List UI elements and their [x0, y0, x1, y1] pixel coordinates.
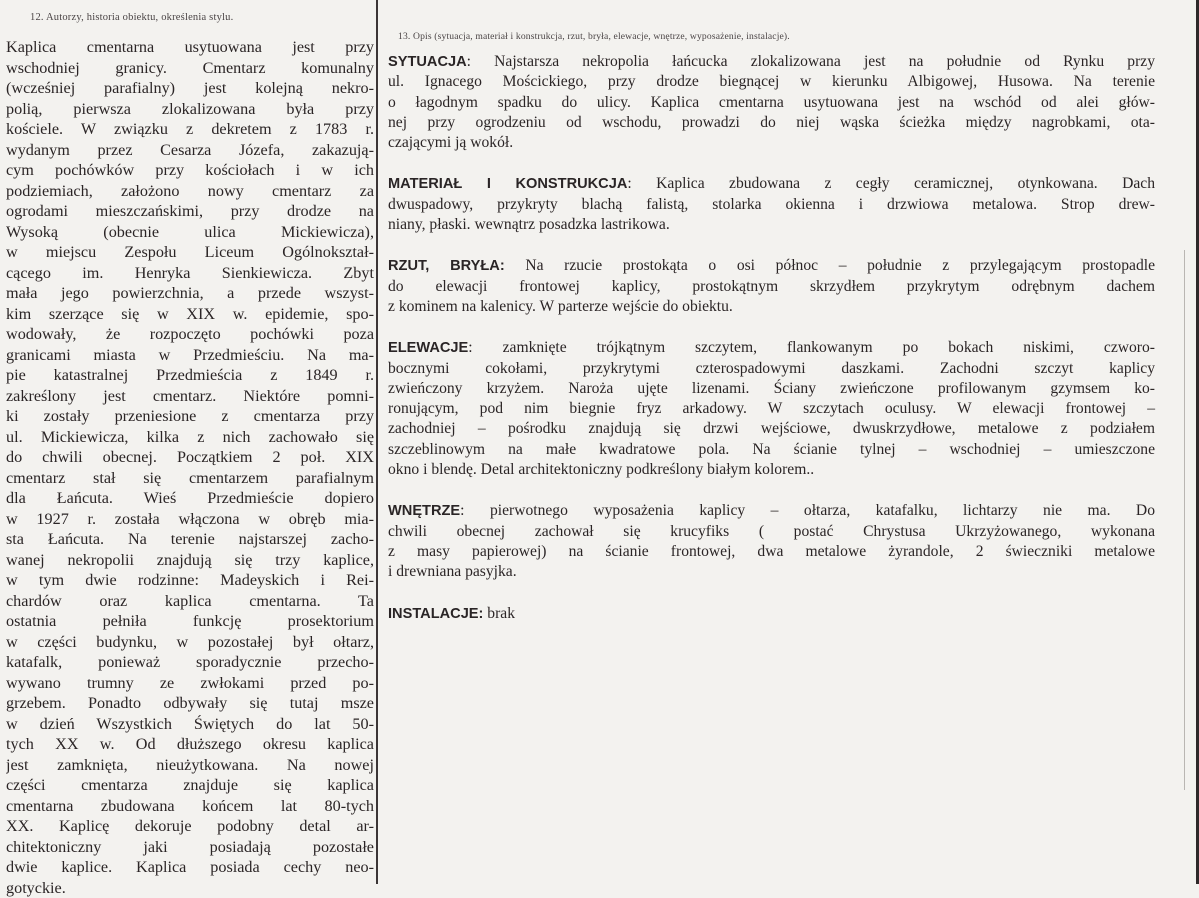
history-line: pie katastralnej Przedmieścia z 1849 r. [6, 365, 374, 386]
section-instalacje [388, 604, 1155, 624]
history-line: chitektoniczny jaki posiadają pozostałe [6, 837, 374, 858]
history-line: w części budynku, w pozostałej był ołtarz, [6, 632, 374, 653]
history-line: wydanym przez Cesarza Józefa, zakazują- [6, 140, 374, 161]
history-line: kościele. W związku z dekretem z 1783 r. [6, 119, 374, 140]
history-text [6, 37, 374, 898]
section-line: nej przy ogrodzeniu od wschodu, prowadzi do niej wąska ścieżka między nagrobkami, ota- [388, 113, 1155, 133]
section-wnętrze [388, 501, 1155, 582]
history-line: wanej nekropolii znajdują się trzy kaplice, [6, 550, 374, 571]
section-rzut-bryła [388, 256, 1155, 317]
history-line: jest zamknięta, nieużytkowana. Na nowej [6, 755, 374, 776]
section-line: ul. Ignacego Mościckiego, przy drodze biegnącej w kierunku Albigowej, Husowa. Na terenie [388, 72, 1155, 92]
fold-line [1184, 250, 1185, 790]
history-line: części cmentarza znajduje się kaplica [6, 775, 374, 796]
history-line: cącego im. Henryka Sienkiewicza. Zbyt [6, 263, 374, 284]
section-text: Na rzucie prostokąta o osi północ – południe z przylegającym prostopadle [505, 257, 1155, 274]
section-text: zamknięte trójkątnym szczytem, flankowanym po bokach niskimi, czworo- [473, 339, 1155, 356]
history-line: tych XX w. Od dłuższego okresu kaplica [6, 734, 374, 755]
section-line: zachodniej – pośrodku znajdują się drzwi wejściowe, dwuskrzydłowe, metalowe z podziałem [388, 419, 1155, 439]
section-label-separator: : [627, 175, 631, 192]
section-label-separator: : [467, 53, 471, 70]
history-line: dla Łańcuta. Wieś Przedmieście dopiero [6, 488, 374, 509]
history-line: kim szerzące się w XIX w. epidemie, spo- [6, 304, 374, 325]
history-line: ostatnia pełniła funkcję prosektorium [6, 611, 374, 632]
section-line [388, 174, 1155, 194]
section-label: MATERIAŁ I KONSTRUKCJA [388, 176, 627, 192]
history-line: ul. Mickiewicza, kilka z nich zachowało się [6, 427, 374, 448]
section-line: czającymi ją wokół. [388, 133, 1155, 153]
section-line: dwuspadowy, przykryty blachą falistą, stolarka okienna i drzwiowa metalowa. Strop drew- [388, 195, 1155, 215]
history-line: mała jego powierzchnia, a przede wszyst- [6, 283, 374, 304]
history-line: cmentarna zbudowana końcem lat 80-tych [6, 796, 374, 817]
history-line: granicami miasta w Przedmieściu. Na ma- [6, 345, 374, 366]
section-line: i drewniana pasyjka. [388, 562, 1155, 582]
section-line: z masy papierowej) na ścianie frontowej, dwa metalowe żyrandole, 2 świeczniki metalowe [388, 542, 1155, 562]
history-line: gotyckie. [6, 878, 374, 898]
left-column [0, 0, 378, 884]
section-text: Kaplica zbudowana z cegły ceramicznej, otynkowana. Dach [632, 175, 1155, 192]
right-column-header: 13. Opis (sytuacja, materiał i konstrukcja, rzut, bryła, elewacje, wnętrze, wyposażenie, instalacje). [398, 31, 790, 42]
section-elewacje [388, 338, 1155, 480]
section-materiał-i-konstrukcja [388, 174, 1155, 235]
history-line: katafalk, ponieważ sporadycznie przecho- [6, 652, 374, 673]
history-line: do chwili obecnej. Początkiem 2 poł. XIX [6, 447, 374, 468]
section-label: SYTUACJA [388, 54, 467, 70]
section-line [388, 52, 1155, 72]
history-line: sta Łańcuta. Na terenie najstarszej zacho- [6, 529, 374, 550]
section-label: INSTALACJE: [388, 606, 483, 622]
history-line: chardów oraz kaplica cmentarna. Ta [6, 591, 374, 612]
history-line: podziemiach, założono nowy cmentarz za [6, 181, 374, 202]
history-line: ki zostały przeniesione z cmentarza przy [6, 406, 374, 427]
section-line: ronującym, pod nim biegnie fryz arkadowy. W szczytach oculusy. W elewacji frontowej – [388, 399, 1155, 419]
history-line: cmentarz stał się cmentarzem parafialnym [6, 468, 374, 489]
section-label: WNĘTRZE [388, 503, 460, 519]
section-line: do elewacji frontowej kaplicy, prostokątnym skrzydłem przykrytym odrębnym dachem [388, 277, 1155, 297]
section-line: niany, płaski. wewnątrz posadzka lastrikowa. [388, 215, 1155, 235]
section-sytuacja [388, 52, 1155, 153]
history-line: w miejscu Zespołu Liceum Ogólnokształ- [6, 242, 374, 263]
section-text: brak [483, 605, 515, 622]
history-line: wschodniej granicy. Cmentarz komunalny [6, 58, 374, 79]
history-line: cym pochówków przy kościołach i w ich [6, 160, 374, 181]
section-label-separator: : [468, 339, 472, 356]
history-line: wywano trumny ze zwłokami przed po- [6, 673, 374, 694]
section-label: RZUT, BRYŁA: [388, 258, 505, 274]
section-line: okno i blendę. Detal architektoniczny podkreślony białym kolorem.. [388, 460, 1155, 480]
section-line [388, 604, 1155, 624]
history-line: w dzień Wszystkich Świętych do lat 50- [6, 714, 374, 735]
section-text: pierwotnego wyposażenia kaplicy – ołtarza, katafalku, lichtarzy nie ma. Do [465, 502, 1156, 519]
section-line: bocznymi cokołami, przykrytymi czterospadowymi daszkami. Zachodni szczyt kaplicy [388, 359, 1155, 379]
section-line [388, 338, 1155, 358]
history-line: wodowały, że rozpoczęto pochówki poza [6, 324, 374, 345]
history-line: Wysoką (obecnie ulica Mickiewicza), [6, 222, 374, 243]
section-line: zwieńczony krzyżem. Naroża ujęte lizenami. Ściany zwieńczone profilowanym gzymsem ko- [388, 379, 1155, 399]
history-line: XX. Kaplicę dekoruje podobny detal ar- [6, 816, 374, 837]
history-line: dwie kaplice. Kaplica posiada cechy neo- [6, 857, 374, 878]
history-line: w 1927 r. została włączona w obręb mia- [6, 509, 374, 530]
history-line: grzebem. Ponadto odbywały się tutaj msze [6, 693, 374, 714]
section-line: o łagodnym spadku do ulicy. Kaplica cmentarna usytuowana jest na wschód od alei głów- [388, 93, 1155, 113]
description-text [388, 52, 1155, 645]
section-line: z kominem na kalenicy. W parterze wejście do obiektu. [388, 297, 1155, 317]
section-label: ELEWACJE [388, 340, 468, 356]
history-line: (wcześniej parafialny) jest kolejną nekro- [6, 78, 374, 99]
section-label-separator: : [460, 502, 464, 519]
history-line: Kaplica cmentarna usytuowana jest przy [6, 37, 374, 58]
section-line: szczeblinowym na małe kwadratowe pola. Na ścianie tylnej – wschodniej – umieszczone [388, 440, 1155, 460]
section-line [388, 501, 1155, 521]
section-line [388, 256, 1155, 276]
history-line: polią, pierwsza zlokalizowana była przy [6, 99, 374, 120]
left-column-header: 12. Autorzy, historia obiektu, określenia stylu. [30, 12, 233, 23]
history-line: ogrodami mieszczańskimi, przy drodze na [6, 201, 374, 222]
section-line: chwili obecnej zachował się krucyfiks ( postać Chrystusa Ukrzyżowanego, wykonana [388, 522, 1155, 542]
history-line: w tym dwie rodzinne: Madeyskich i Rei- [6, 570, 374, 591]
history-line: zakreślony jest cmentarz. Niektóre pomni- [6, 386, 374, 407]
section-text: Najstarsza nekropolia łańcucka zlokalizowana jest na południe od Rynku przy [471, 53, 1155, 70]
